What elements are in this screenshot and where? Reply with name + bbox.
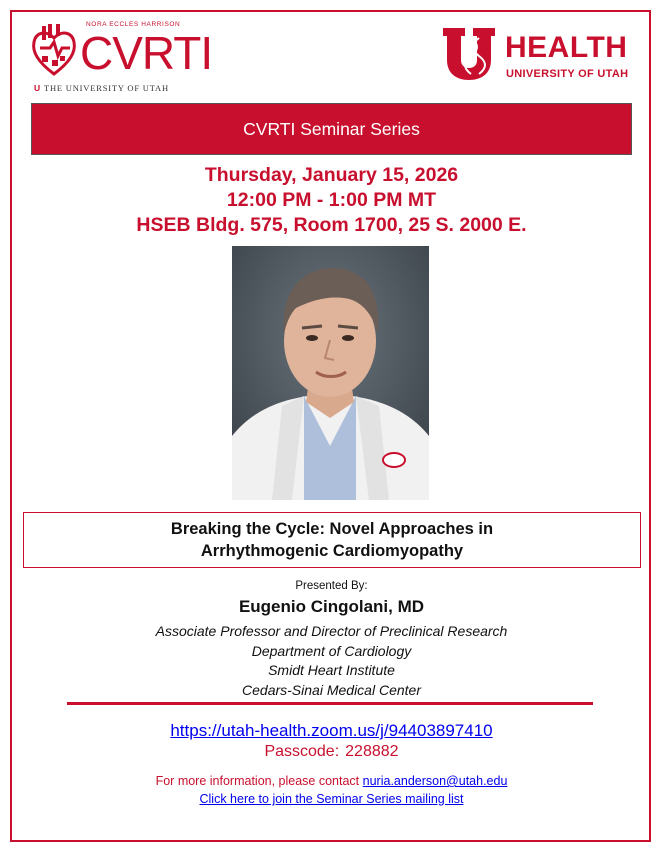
- cvrti-university: [34, 83, 169, 93]
- affiliation-center: Cedars-Sinai Medical Center: [242, 681, 421, 698]
- contact-line: [0, 774, 663, 788]
- contact-email-link[interactable]: nuria.anderson@utah.edu: [362, 774, 508, 788]
- affiliation-title: Associate Professor and Director of Preclinical Research: [155, 623, 508, 639]
- mailing-list-link[interactable]: Click here to join the Seminar Series mailing list: [199, 792, 464, 806]
- seminar-banner: [31, 103, 632, 155]
- u-mark: U: [34, 83, 41, 93]
- cvrti-logo: [30, 18, 213, 100]
- event-date: Thursday, January 15, 2026: [204, 164, 459, 186]
- event-time: 12:00 PM - 1:00 PM MT: [226, 189, 437, 211]
- event-info: [0, 163, 663, 238]
- u-health-logo: [443, 26, 638, 86]
- cvrti-wordmark: CVRTI: [80, 27, 213, 79]
- zoom-link[interactable]: https://utah-health.zoom.us/j/94403897410: [170, 721, 493, 740]
- heart-icon: [30, 22, 78, 78]
- health-subtitle: UNIVERSITY OF UTAH: [506, 68, 629, 80]
- talk-title-box: [23, 512, 641, 568]
- contact-prefix: For more information, please contact: [155, 774, 360, 788]
- passcode-value: 228882: [345, 743, 399, 760]
- passcode: [0, 743, 663, 761]
- university-text: THE UNIVERSITY OF UTAH: [43, 83, 169, 93]
- speaker-name: Eugenio Cingolani, MD: [238, 597, 425, 616]
- health-wordmark: HEALTH: [505, 31, 628, 64]
- speaker-portrait-image: [232, 246, 429, 500]
- passcode-label: Passcode:: [264, 743, 340, 760]
- affiliation-institute: Smidt Heart Institute: [268, 662, 395, 678]
- cvrti-small-text: NORA ECCLES HARRISON: [86, 21, 181, 28]
- banner-title: CVRTI Seminar Series: [243, 118, 420, 139]
- talk-title-line2: Arrhythmogenic Cardiomyopathy: [200, 542, 464, 560]
- affiliation-department: Department of Cardiology: [251, 642, 412, 659]
- block-u-icon: [443, 28, 495, 80]
- presented-by-label: Presented By:: [295, 580, 368, 592]
- speaker-affiliations: [0, 622, 663, 700]
- talk-title-line1: Breaking the Cycle: Novel Approaches in: [170, 520, 494, 538]
- divider: [67, 702, 593, 705]
- speaker-photo: [232, 246, 429, 500]
- event-location: HSEB Bldg. 575, Room 1700, 25 S. 2000 E.: [136, 214, 527, 236]
